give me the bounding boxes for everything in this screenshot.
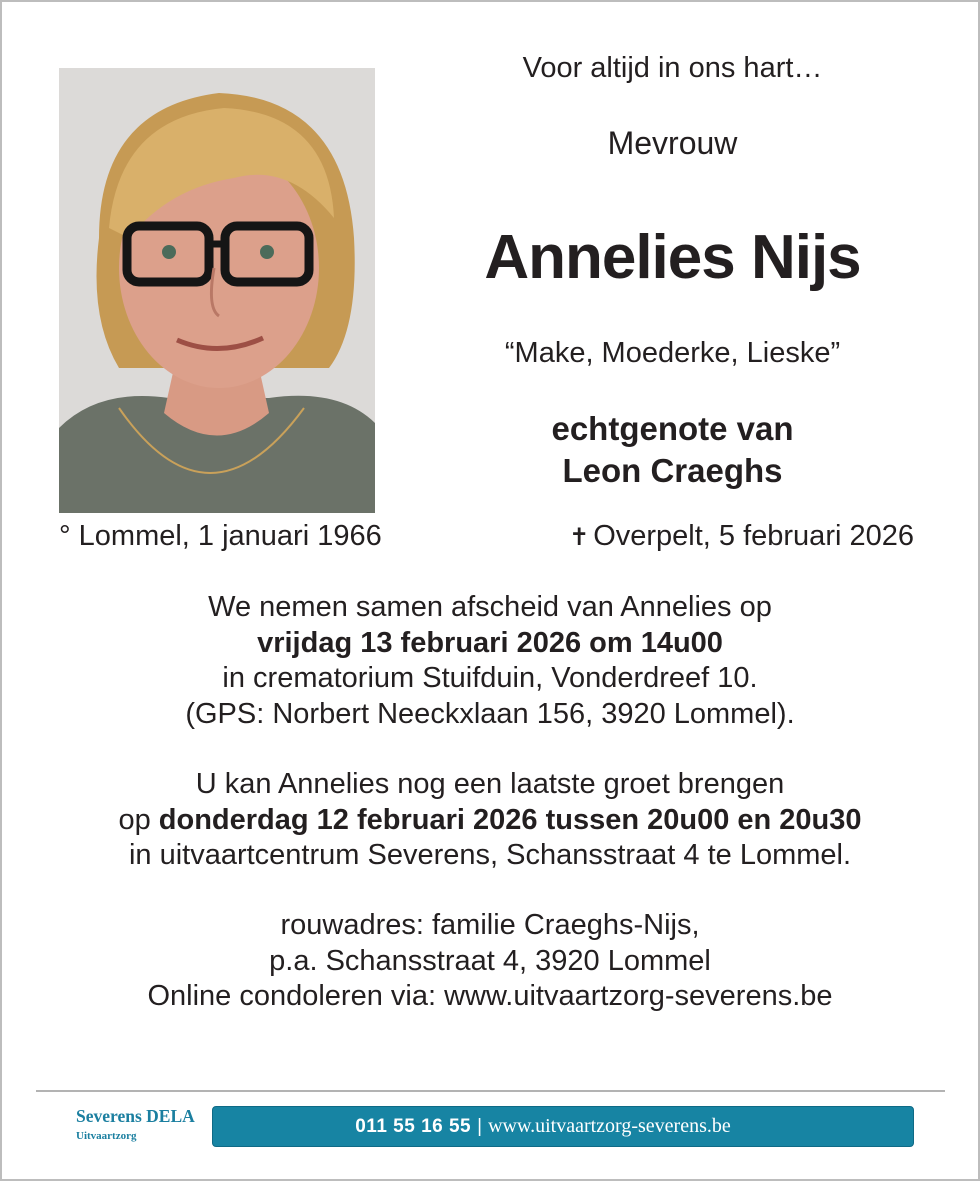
address-block bbox=[0, 908, 980, 1015]
funeral-home-logo bbox=[60, 1104, 210, 1150]
death-text: Overpelt, 5 februari 2026 bbox=[593, 520, 914, 552]
farewell-line1: We nemen samen afscheid van Annelies op bbox=[208, 591, 772, 623]
website-link[interactable]: www.uitvaartzorg-severens.be bbox=[488, 1115, 731, 1137]
contact-bar bbox=[212, 1106, 914, 1147]
deceased-name: Annelies Nijs bbox=[484, 223, 861, 292]
address-line2: p.a. Schansstraat 4, 3920 Lommel bbox=[269, 944, 711, 977]
visit-line1: U kan Annelies nog een laatste groet brengen bbox=[195, 768, 785, 800]
visit-location: in uitvaartcentrum Severens, Schansstraat 4 te Lommel. bbox=[128, 839, 852, 871]
death-info bbox=[569, 520, 914, 553]
divider bbox=[36, 1090, 945, 1092]
visit-block bbox=[0, 767, 980, 874]
spouse-line1: echtgenote van bbox=[551, 410, 794, 447]
farewell-gps: (GPS: Norbert Neeckxlaan 156, 3920 Lommel). bbox=[185, 697, 795, 730]
logo-subtitle: Uitvaartzorg bbox=[76, 1130, 137, 1142]
spouse-info bbox=[440, 408, 905, 492]
spouse-name: Leon Craeghs bbox=[562, 452, 783, 489]
motto: Voor altijd in ons hart… bbox=[522, 52, 823, 84]
address-line1: rouwadres: familie Craeghs-Nijs, bbox=[280, 909, 700, 941]
phone-number[interactable]: 011 55 16 55 bbox=[355, 1115, 472, 1137]
birth-info: ° Lommel, 1 januari 1966 bbox=[59, 520, 382, 552]
cross-icon: ✝ bbox=[569, 524, 590, 551]
farewell-location: in crematorium Stuifduin, Vonderdreef 10. bbox=[222, 662, 758, 694]
farewell-date: vrijdag 13 februari 2026 om 14u00 bbox=[257, 626, 723, 659]
separator: | bbox=[477, 1115, 483, 1137]
honorific: Mevrouw bbox=[607, 125, 738, 161]
farewell-block bbox=[0, 590, 980, 732]
portrait-photo bbox=[59, 68, 375, 513]
visit-date: op donderdag 12 februari 2026 tussen 20u00 en 20u30 bbox=[118, 803, 862, 836]
condolence-link[interactable]: Online condoleren via: www.uitvaartzorg-severens.be bbox=[147, 980, 833, 1012]
nicknames: “Make, Moederke, Lieske” bbox=[504, 337, 841, 369]
logo-name: Severens DELA bbox=[76, 1106, 195, 1126]
